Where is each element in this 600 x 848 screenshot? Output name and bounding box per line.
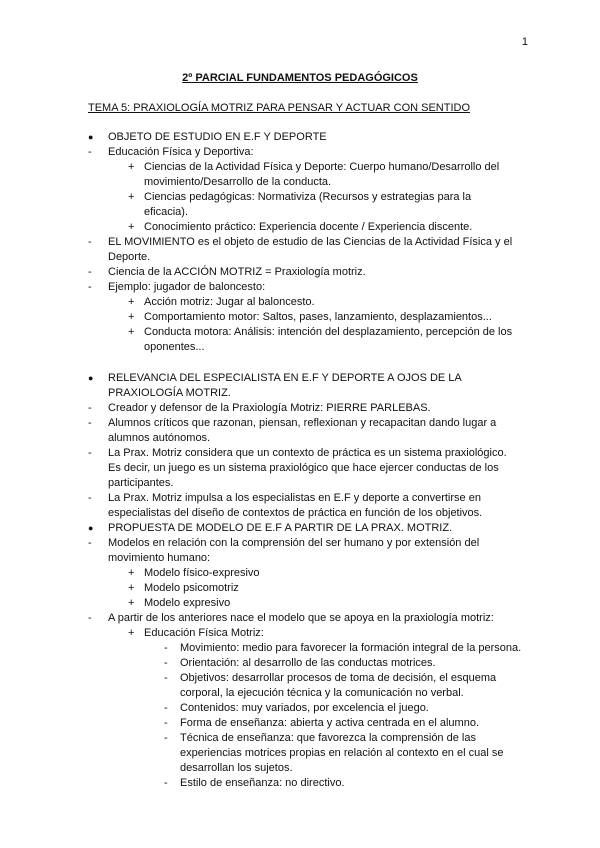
list-item: - La Prax. Motriz impulsa a los especialistas en E.F y deporte a convertirse en especialistas del diseño de contextos de práctica en función de los objetivos. xyxy=(88,492,483,519)
plus-marker: + xyxy=(128,161,135,173)
dash-marker: - xyxy=(164,717,168,729)
list-item: - Orientación: al desarrollo de las conductas motrices. xyxy=(164,657,436,669)
list-item: - Ciencia de la ACCIÓN MOTRIZ = Praxiología motriz. xyxy=(88,266,366,278)
plus-marker: + xyxy=(128,311,135,323)
dash-marker: - xyxy=(88,146,92,158)
section-heading: ● RELEVANCIA DEL ESPECIALISTA EN E.F Y DEPORTE A OJOS DE LA PRAXIOLOGÍA MOTRIZ. xyxy=(88,372,462,399)
plus-marker: + xyxy=(128,191,135,203)
page-number: 1 xyxy=(521,36,528,48)
list-item: + Conocimiento práctico: Experiencia docente / Experiencia discente. xyxy=(128,221,473,233)
dash-marker: - xyxy=(164,732,168,744)
section-heading: ● OBJETO DE ESTUDIO EN E.F Y DEPORTE xyxy=(88,131,327,143)
dash-marker: - xyxy=(88,402,92,414)
list-item: - Creador y defensor de la Praxiología Motriz: PIERRE PARLEBAS. xyxy=(88,402,431,414)
dash-marker: - xyxy=(164,642,168,654)
list-item: - La Prax. Motriz considera que un contexto de práctica es un sistema praxiológico. Es decir, un juego es un sistema praxiológico que hace ejercer conductas de los participantes. xyxy=(88,447,507,489)
list-item: + Ciencias de la Actividad Física y Deporte: Cuerpo humano/Desarrollo del movimiento/Desarrollo de la conducta. xyxy=(128,161,500,188)
dash-marker: - xyxy=(88,492,92,504)
dash-marker: - xyxy=(88,266,92,278)
list-item: - Alumnos críticos que razonan, piensan, reflexionan y recapacitan dando lugar a alumnos autónomos. xyxy=(88,417,497,444)
list-item: - Forma de enseñanza: abierta y activa centrada en el alumno. xyxy=(164,717,480,729)
list-item: - Objetivos: desarrollar procesos de toma de decisión, el esquema corporal, la ejecución técnica y la comunicación no verbal. xyxy=(164,672,497,699)
dash-marker: - xyxy=(88,447,92,459)
plus-marker: + xyxy=(128,567,135,579)
plus-marker: + xyxy=(128,627,135,639)
list-item: - Educación Física y Deportiva: xyxy=(88,146,254,158)
document-title: 2º PARCIAL FUNDAMENTOS PEDAGÓGICOS xyxy=(182,72,418,84)
plus-marker: + xyxy=(128,221,135,233)
list-item: - Modelos en relación con la comprensión del ser humano y por extensión del movimiento humano: xyxy=(88,537,480,564)
list-item: - A partir de los anteriores nace el modelo que se apoya en la praxiología motriz: xyxy=(88,612,494,624)
list-item: - Técnica de enseñanza: que favorezca la comprensión de las experiencias motrices propias en relación al contexto en el cual se desarrollan los sujetos. xyxy=(164,732,504,774)
dash-marker: - xyxy=(164,657,168,669)
plus-marker: + xyxy=(128,597,135,609)
list-item: + Modelo físico-expresivo xyxy=(128,567,260,579)
list-item: - EL MOVIMIENTO es el objeto de estudio de las Ciencias de la Actividad Física y el Deporte. xyxy=(88,236,513,263)
bullet-marker: ● xyxy=(88,373,94,383)
list-item: - Estilo de enseñanza: no directivo. xyxy=(164,777,345,789)
dash-marker: - xyxy=(88,236,92,248)
dash-marker: - xyxy=(88,612,92,624)
dash-marker: - xyxy=(164,777,168,789)
list-item: + Comportamiento motor: Saltos, pases, lanzamiento, desplazamientos... xyxy=(128,311,492,323)
dash-marker: - xyxy=(164,702,168,714)
dash-marker: - xyxy=(88,417,92,429)
list-item: - Ejemplo: jugador de baloncesto: xyxy=(88,281,266,293)
notes-list xyxy=(0,130,600,791)
bullet-marker: ● xyxy=(88,132,94,142)
dash-marker: - xyxy=(88,537,92,549)
plus-marker: + xyxy=(128,326,135,338)
list-item: + Acción motriz: Jugar al baloncesto. xyxy=(128,296,315,308)
section-heading: ● PROPUESTA DE MODELO DE E.F A PARTIR DE LA PRAX. MOTRIZ. xyxy=(88,522,453,534)
section-spacer xyxy=(0,355,600,371)
plus-marker: + xyxy=(128,582,135,594)
list-item: - Contenidos: muy variados, por excelencia el juego. xyxy=(164,702,429,714)
topic-heading: TEMA 5: PRAXIOLOGÍA MOTRIZ PARA PENSAR Y ACTUAR CON SENTIDO xyxy=(88,102,471,114)
list-item: + Modelo expresivo xyxy=(128,597,231,609)
dash-marker: - xyxy=(88,281,92,293)
list-item: - Movimiento: medio para favorecer la formación integral de la persona. xyxy=(164,642,522,654)
list-item: + Conducta motora: Análisis: intención del desplazamiento, percepción de los oponentes... xyxy=(128,326,513,353)
plus-marker: + xyxy=(128,296,135,308)
bullet-marker: ● xyxy=(88,523,94,533)
dash-marker: - xyxy=(164,672,168,684)
list-item: + Ciencias pedagógicas: Normativiza (Recursos y estrategias para la eficacia). xyxy=(128,191,472,218)
list-item: + Modelo psicomotriz xyxy=(128,582,239,594)
list-item: + Educación Física Motriz: xyxy=(128,627,264,639)
